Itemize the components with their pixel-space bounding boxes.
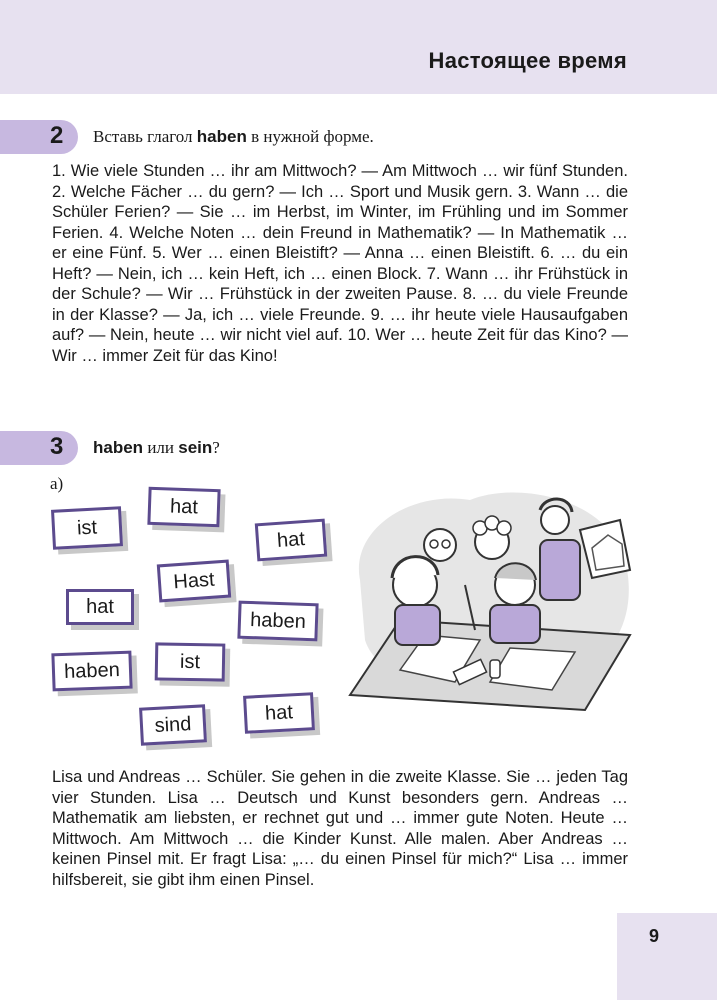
exercise-2-instruction — [93, 127, 374, 147]
word-card: ist — [51, 506, 123, 550]
header-band — [0, 0, 717, 94]
word-card: hat — [243, 692, 315, 734]
instruction-text: в нужной форме. — [246, 127, 374, 146]
children-drawing-illustration — [340, 470, 640, 720]
instruction-keyword: haben — [196, 127, 247, 146]
word-card: haben — [51, 651, 132, 692]
word-card: Hast — [157, 560, 231, 603]
exercise-3-number: 3 — [50, 433, 64, 460]
word-card: hat — [255, 519, 327, 562]
exercise-3-instruction — [93, 438, 220, 458]
page-title: Настоящее время — [428, 48, 627, 73]
exercise-2-text: 1. Wie viele Stunden … ihr am Mittwoch? — Am Mittwoch … wir fünf Stunden. 2. Welche Fächer … du gern? — Ich … Sport und Musik gern. 3. Wann … die Schüler Ferien? — Sie … im Herbst, im Winter, im Frühling und im Sommer Ferien. 4. Welche Noten … dein Freund in Mathematik? — In Mathematik … er eine Fünf. 5. Wer … einen Bleistift? — Anna … einen Bleistift. 6. … du ein Heft? — Nein, ich … kein Heft, ich … einen Block. 7. Wann … ihr Frühstück in der Schule? — Wir … Frühstück in der zweiten Pause. 8. … du viele Freunde in der Klasse? — Ja, ich … viele Freunde. 9. … ihr heute viele Hausaufgaben auf? — Nein, heute … wir nicht viel auf. 10. Wer … heute Zeit für das Kino? — Wir … immer Zeit für das Kino! — [52, 162, 628, 365]
exercise-3-tab — [0, 431, 78, 465]
page-number: 9 — [648, 926, 659, 946]
word-card: haben — [237, 601, 318, 642]
instruction-text: или — [143, 438, 179, 457]
word-card: hat — [66, 589, 134, 625]
exercise-2-tab — [0, 120, 78, 154]
word-card: sind — [139, 704, 207, 745]
instruction-text: Вставь глагол — [93, 127, 197, 146]
exercise-2-number: 2 — [50, 122, 64, 149]
instruction-keyword: haben — [93, 438, 144, 457]
instruction-text: ? — [212, 438, 220, 457]
page-number-band — [617, 913, 717, 1000]
instruction-keyword: sein — [178, 438, 213, 457]
word-card: hat — [147, 487, 220, 527]
exercise-3-text: Lisa und Andreas … Schüler. Sie gehen in die zweite Klasse. Sie … jeden Tag vier Stunden. Lisa … Deutsch und Kunst besonders gern. Andreas … Mathematik am liebsten, er rechnet gut und … immer gute Noten. Heute … Mittwoch. Am Mittwoch … die Kinder Kunst. Alle malen. Aber Andreas … keinen Pinsel mit. Er fragt Lisa: „… du einen Pinsel für mich?“ Lisa … immer hilfsbereit, sie gibt ihm einen Pinsel. — [52, 768, 628, 889]
sub-label-a: а) — [50, 474, 64, 493]
word-card: ist — [155, 642, 226, 681]
